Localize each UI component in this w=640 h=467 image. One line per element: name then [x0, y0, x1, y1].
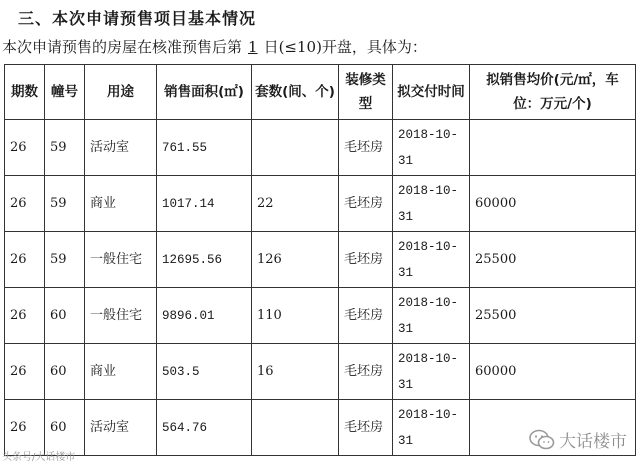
cell-units	[252, 400, 339, 456]
header-phase: 期数	[5, 65, 45, 120]
wechat-icon	[529, 429, 555, 451]
cell-area: 12695.56	[157, 232, 252, 288]
cell-usage: 一般住宅	[85, 288, 157, 344]
cell-phase: 26	[5, 120, 45, 176]
cell-price: 25500	[470, 288, 636, 344]
cell-price	[470, 120, 636, 176]
cell-decoration: 毛坯房	[339, 288, 393, 344]
header-building: 幢号	[45, 65, 85, 120]
header-area: 销售面积(㎡)	[157, 65, 252, 120]
watermark-left: 头条号/大话楼市	[2, 452, 76, 463]
cell-phase: 26	[5, 288, 45, 344]
intro-suffix: 日(≤10)开盘，具体为：	[263, 38, 427, 56]
header-price: 拟销售均价(元/㎡，车位：万元/个)	[470, 65, 636, 120]
table-row	[5, 176, 636, 232]
cell-delivery: 2018-10-31	[393, 344, 470, 400]
section-heading: 三、本次申请预售项目基本情况	[18, 9, 257, 28]
cell-decoration: 毛坯房	[339, 120, 393, 176]
cell-building: 59	[45, 120, 85, 176]
cell-phase: 26	[5, 176, 45, 232]
table-row	[5, 232, 636, 288]
cell-units: 16	[252, 344, 339, 400]
intro-prefix: 本次申请预售的房屋在核准预售后第	[2, 38, 243, 56]
cell-delivery: 2018-10-31	[393, 400, 470, 456]
table-row	[5, 120, 636, 176]
cell-price: 25500	[470, 232, 636, 288]
watermark-right-text: 大话楼市	[559, 432, 627, 452]
cell-area: 564.76	[157, 400, 252, 456]
table-row	[5, 344, 636, 400]
cell-units: 22	[252, 176, 339, 232]
header-usage: 用途	[85, 65, 157, 120]
header-units: 套数(间、个)	[252, 65, 339, 120]
cell-usage: 商业	[85, 176, 157, 232]
cell-units	[252, 120, 339, 176]
presale-table	[4, 64, 636, 456]
cell-area: 503.5	[157, 344, 252, 400]
cell-delivery: 2018-10-31	[393, 176, 470, 232]
cell-building: 60	[45, 344, 85, 400]
cell-phase: 26	[5, 232, 45, 288]
cell-price: 60000	[470, 344, 636, 400]
cell-building: 60	[45, 400, 85, 456]
cell-area: 1017.14	[157, 176, 252, 232]
cell-price: 60000	[470, 176, 636, 232]
cell-area: 761.55	[157, 120, 252, 176]
cell-building: 59	[45, 176, 85, 232]
cell-decoration: 毛坯房	[339, 344, 393, 400]
cell-phase: 26	[5, 344, 45, 400]
table-row	[5, 288, 636, 344]
cell-decoration: 毛坯房	[339, 232, 393, 288]
cell-decoration: 毛坯房	[339, 400, 393, 456]
cell-usage: 活动室	[85, 400, 157, 456]
cell-building: 59	[45, 232, 85, 288]
intro-days: 1	[248, 38, 258, 56]
cell-usage: 商业	[85, 344, 157, 400]
header-delivery: 拟交付时间	[393, 65, 470, 120]
cell-usage: 活动室	[85, 120, 157, 176]
table-header-row	[5, 65, 636, 120]
watermark-right	[526, 427, 630, 452]
cell-units: 110	[252, 288, 339, 344]
cell-usage: 一般住宅	[85, 232, 157, 288]
cell-delivery: 2018-10-31	[393, 232, 470, 288]
cell-decoration: 毛坯房	[339, 176, 393, 232]
cell-phase: 26	[5, 400, 45, 456]
cell-building: 60	[45, 288, 85, 344]
header-decoration: 装修类型	[339, 65, 393, 120]
intro-sentence	[2, 36, 427, 57]
cell-delivery: 2018-10-31	[393, 120, 470, 176]
cell-area: 9896.01	[157, 288, 252, 344]
cell-units: 126	[252, 232, 339, 288]
cell-delivery: 2018-10-31	[393, 288, 470, 344]
